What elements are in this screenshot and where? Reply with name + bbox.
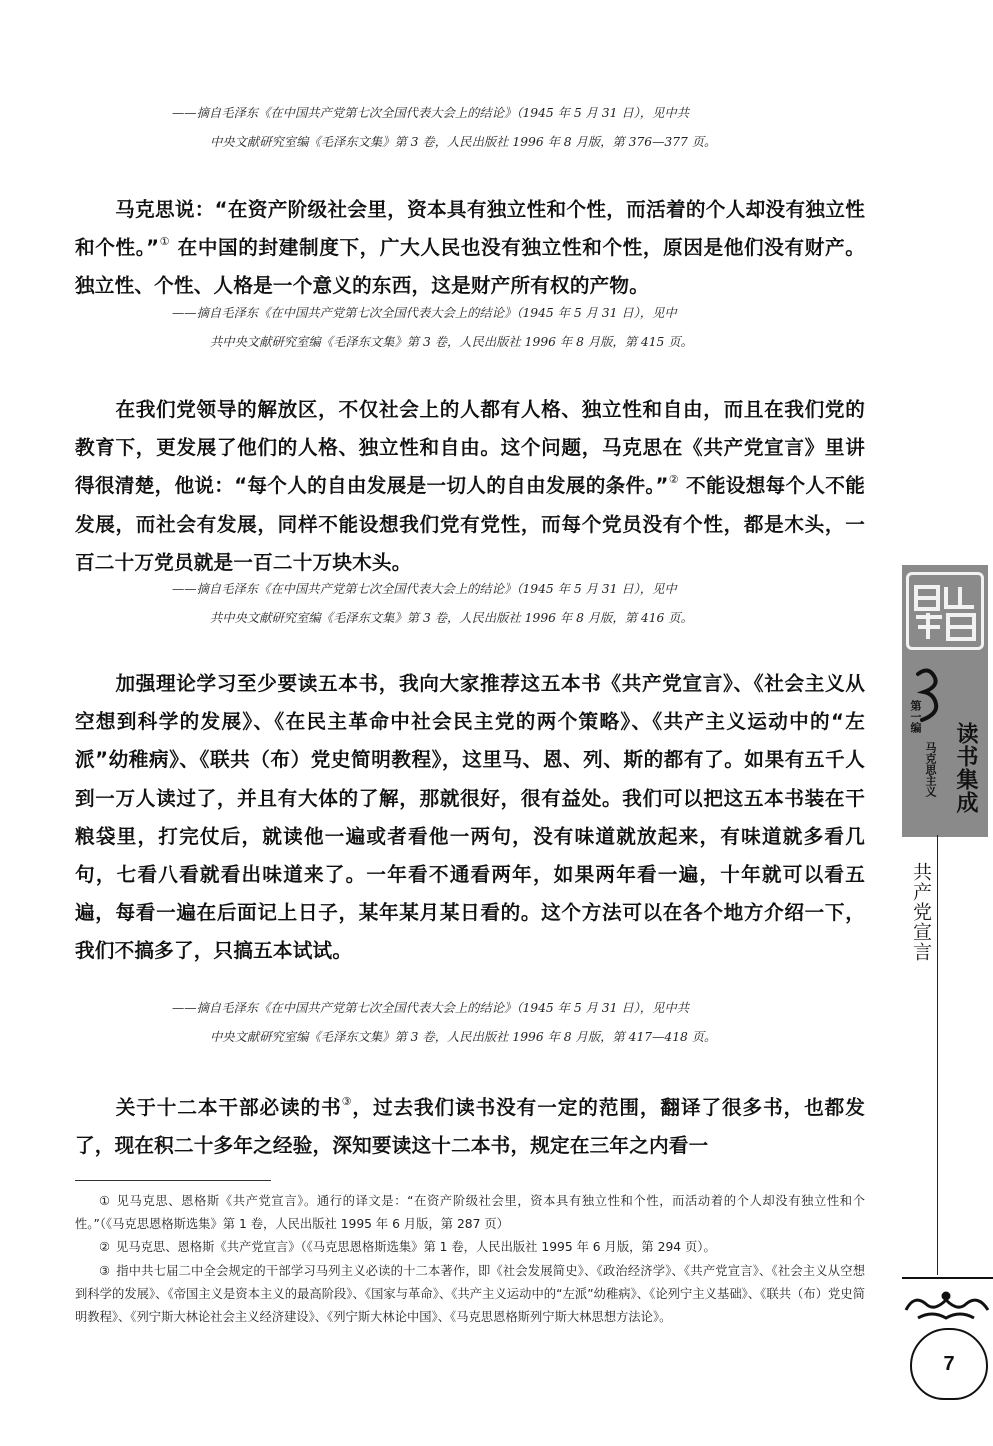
footnote-text: 见马克思、恩格斯《共产党宣言》。通行的译文是：“在资产阶级社会里，资本具有独立性和个性，而活动着的个人却没有独立性和个性。”（《马克思恩格斯选集》第 1 卷，人民出版社 1995 年 6 月版，第 287 页）: [75, 1194, 865, 1232]
footnote-text: 指中共七届二中全会规定的干部学习马列主义必读的十二本著作，即《社会发展简史》、《政治经济学》、《共产党宣言》、《社会主义从空想到科学的发展》、《帝国主义是资本主义的最高阶段》、《国家与革命》、《共产主义运动中的“左派”幼稚病》、《论列宁主义基础》、《联共（布）党史简明教程》、《列宁斯大林论社会主义经济建设》、《列宁斯大林论中国》、《马克思恩格斯列宁斯大林思想方法论》。: [75, 1263, 865, 1325]
quote-text: 关于十二本干部必读的书: [115, 1096, 342, 1119]
citation-line: ——摘自毛泽东《在中国共产党第七次全国代表大会上的结论》（1945 年 5 月 31 日），见中: [172, 582, 677, 596]
quote-text: 在中国的封建制度下，广大人民也没有独立性和个性，原因是他们没有财产。独立性、个性、人格是一个意义的东西，这是财产所有权的产物。: [75, 236, 865, 298]
chapter-label: 共产党宣言: [910, 862, 932, 962]
seal-glyph-icon: [912, 581, 978, 641]
part-label: 第一编: [909, 700, 922, 733]
quote-text: 马克思说：“在资产阶级社会里，资本具有独立性和个性，而活着的个人却没有独立性和个性。”: [75, 198, 865, 260]
quote-text: 不能设想每个人不能发展，而社会有发展，同样不能设想我们党有党性，而每个党员没有个性，都是木头，一百二十万党员就是一百二十万块木头。: [75, 474, 866, 574]
citation-line: 中央文献研究室编《毛泽东文集》第 3 卷，人民出版社 1996 年 8 月版，第 376—377 页。: [210, 135, 717, 149]
side-divider: [937, 835, 938, 1275]
seal-logo: [906, 572, 984, 650]
citation-line: ——摘自毛泽东《在中国共产党第七次全国代表大会上的结论》（1945 年 5 月 31 日），见中共: [172, 106, 689, 120]
footnote-mark: ①: [99, 1194, 111, 1208]
quote-paragraph: [75, 1089, 865, 1165]
footnote-mark: ②: [99, 1240, 111, 1255]
footnote-mark: ③: [99, 1263, 111, 1278]
quote-paragraph: [75, 391, 865, 582]
quote-paragraph: [75, 191, 865, 306]
footnote-ref: ③: [341, 1095, 353, 1108]
footnote-ref: ①: [159, 235, 171, 249]
footnote-divider: [75, 1180, 271, 1181]
ornament-icon: [900, 1288, 993, 1324]
quote-text: 在我们党领导的解放区，不仅社会上的人都有人格、独立性和自由，而且在我们党的教育下，更发展了他们的人格、独立性和自由。这个问题，马克思在《共产党宣言》里讲得很清楚，他说：“每个人的自由发展是一切人的自由发展的条件。”: [75, 398, 865, 498]
footnote-item: [75, 1190, 865, 1236]
side-rule: [902, 1277, 993, 1279]
citation-line: 共中央文献研究室编《毛泽东文集》第 3 卷，人民出版社 1996 年 8 月版，第 416 页。: [210, 611, 693, 625]
footnotes: [75, 1190, 865, 1329]
part-label: 马克思主义: [924, 742, 937, 797]
page-number: 7: [910, 1328, 988, 1400]
citation-line: 中央文献研究室编《毛泽东文集》第 3 卷，人民出版社 1996 年 8 月版，第 417—418 页。: [210, 1030, 717, 1044]
quote-text: ，过去我们读书没有一定的范围，翻译了很多书，也都发了，现在积二十多年之经验，深知要读这十二本书，规定在三年之内看一: [75, 1096, 866, 1158]
footnote-item: [75, 1236, 865, 1259]
quote-paragraph: [75, 665, 865, 971]
quote-text: 加强理论学习至少要读五本书，我向大家推荐这五本书《共产党宣言》、《社会主义从空想到科学的发展》、《在民主革命中社会民主党的两个策略》、《共产主义运动中的“左派”幼稚病》、《联共（布）党史简明教程》，这里马、恩、列、斯的都有了。如果有五千人到一万人读过了，并且有大体的了解，那就很好，很有益处。我们可以把这五本书装在干粮袋里，打完仗后，就读他一遍或者看他一两句，没有味道就放起来，有味道就多看几句，七看八看就看出味道来了。一年看不通看两年，如果两年看一遍，十年就可以看五遍，每看一遍在后面记上日子，某年某月某日看的。这个方法可以在各个地方介绍一下，我们不搞多了，只搞五本试试。: [75, 672, 865, 963]
citation-line: 共中央文献研究室编《毛泽东文集》第 3 卷，人民出版社 1996 年 8 月版，第 415 页。: [210, 335, 693, 349]
series-title: 读书集成: [953, 722, 978, 814]
citation-line: ——摘自毛泽东《在中国共产党第七次全国代表大会上的结论》（1945 年 5 月 31 日），见中: [172, 306, 677, 320]
footnote-item: [75, 1260, 865, 1330]
footnote-ref: ②: [668, 473, 679, 487]
citation-line: ——摘自毛泽东《在中国共产党第七次全国代表大会上的结论》（1945 年 5 月 31 日），见中共: [172, 1001, 689, 1015]
footnote-text: 见马克思、恩格斯《共产党宣言》（《马克思恩格斯选集》第 1 卷，人民出版社 1995 年 6 月版，第 294 页）。: [116, 1240, 716, 1255]
